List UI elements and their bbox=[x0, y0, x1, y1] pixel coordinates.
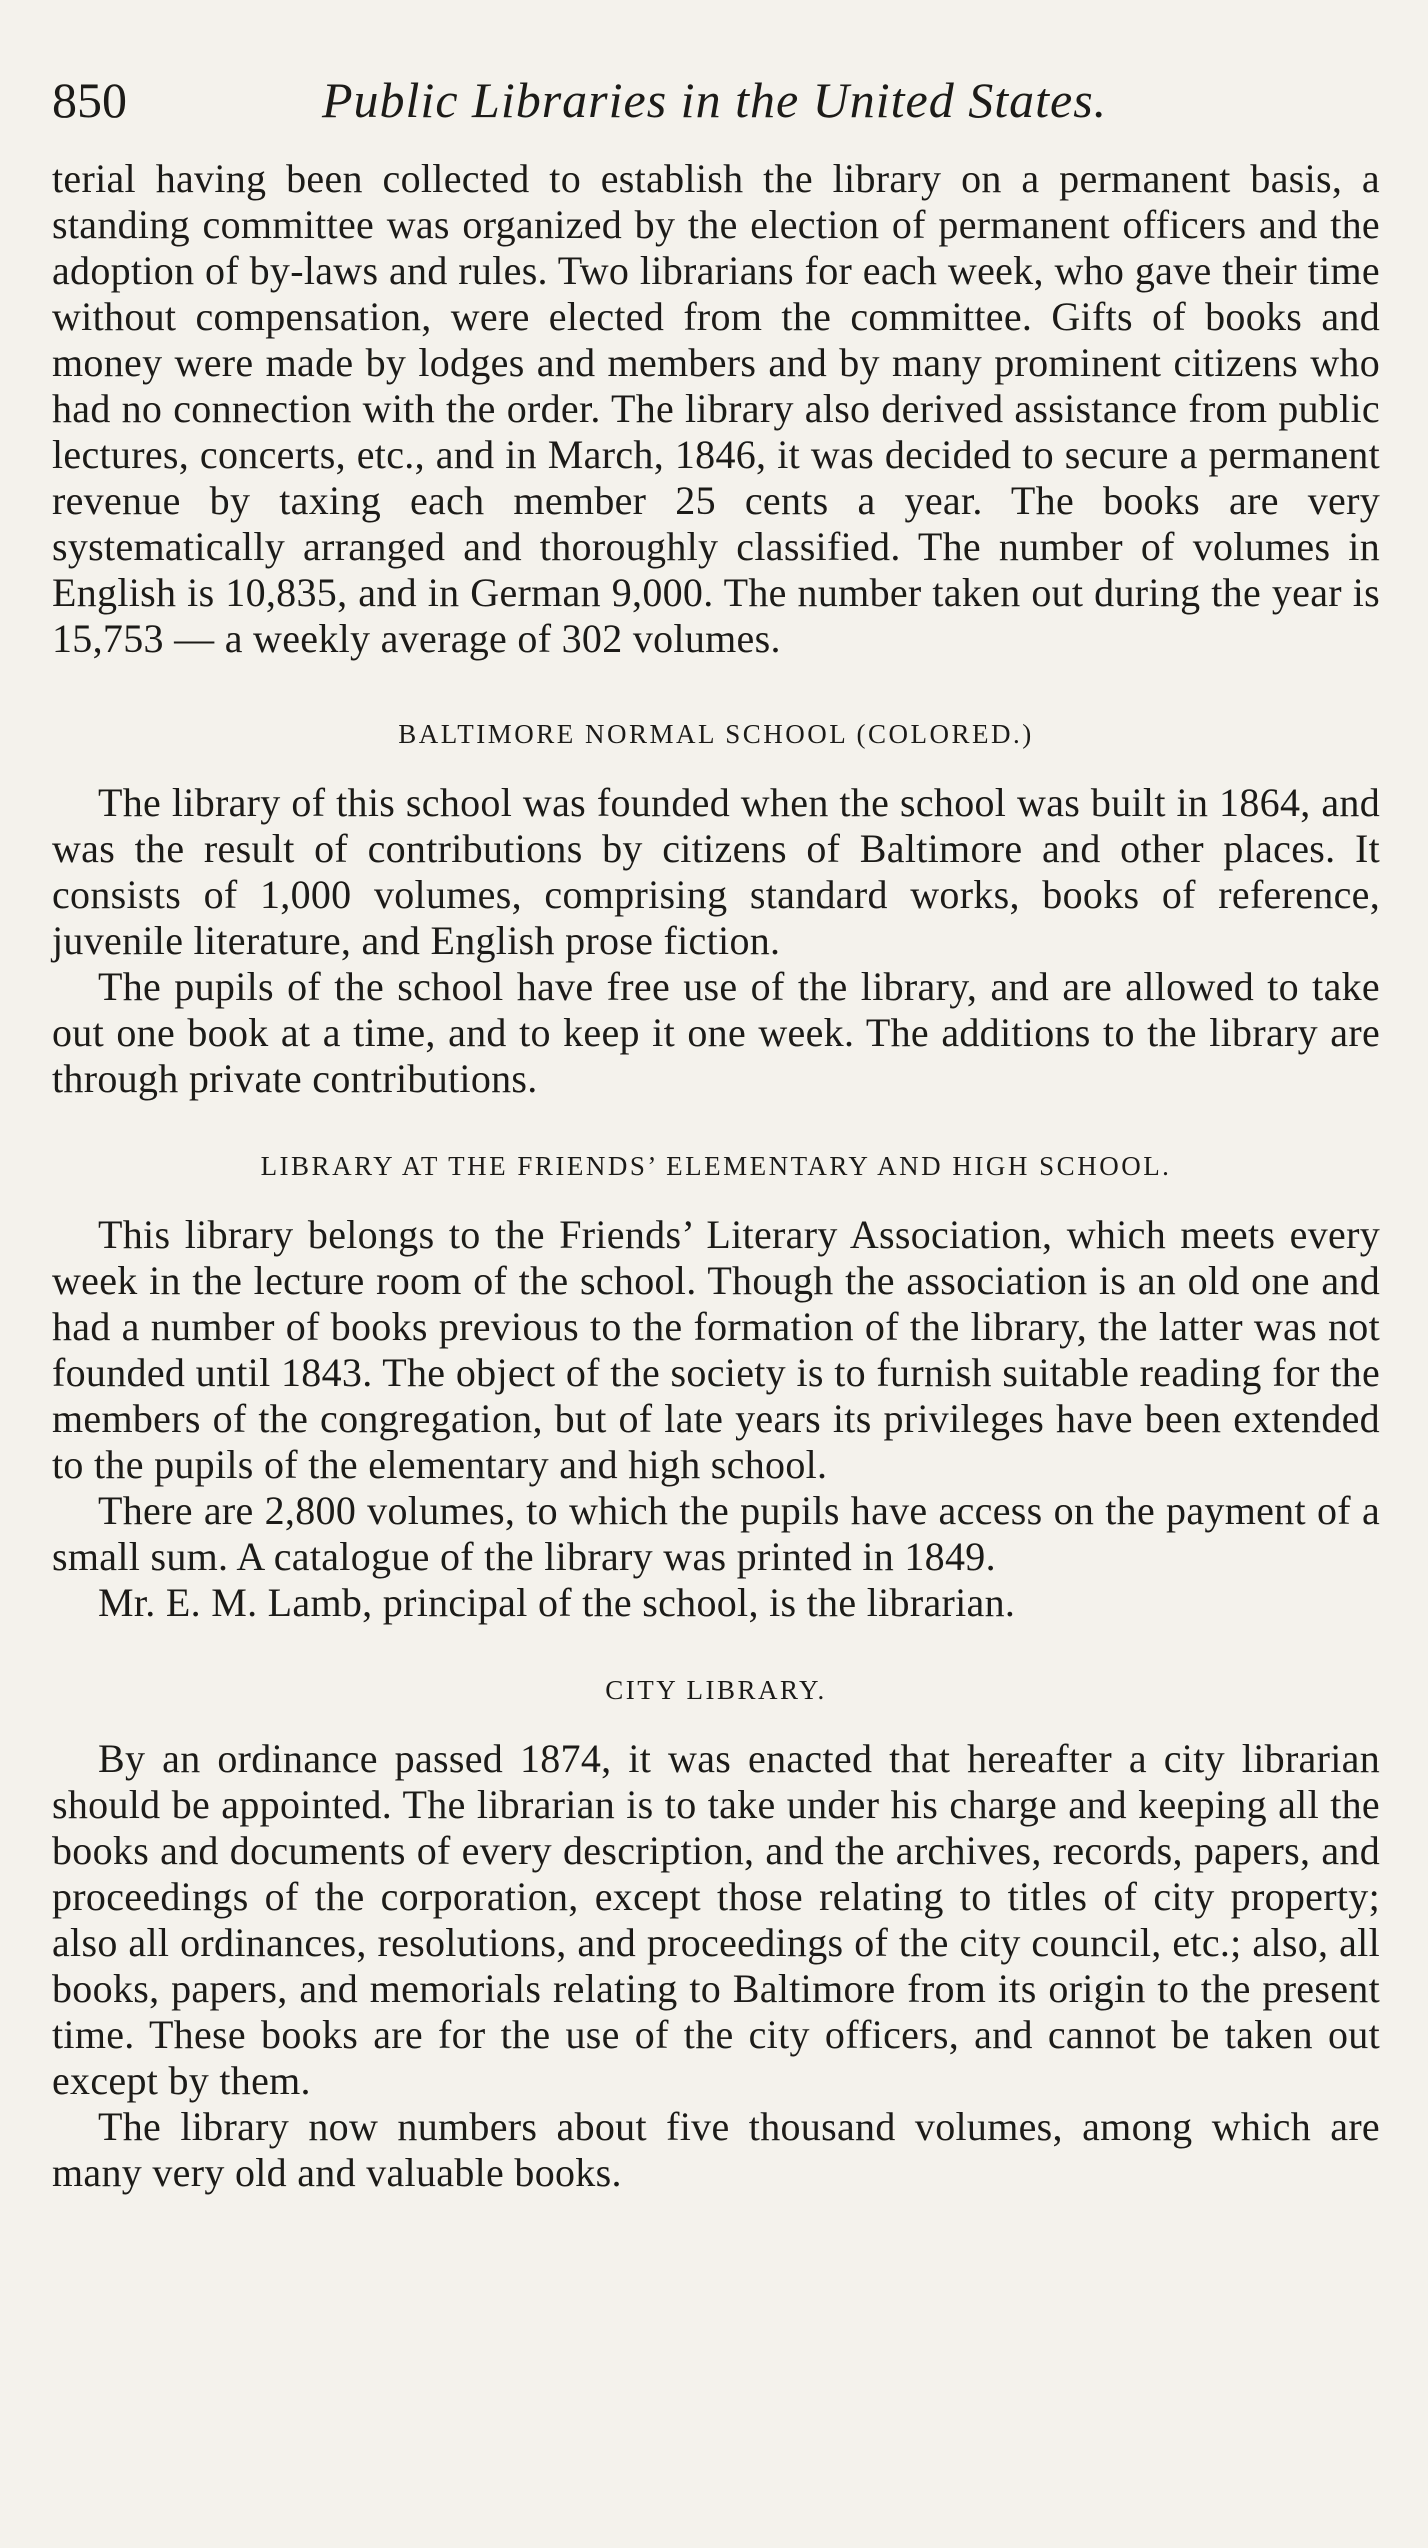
section-heading-normal-school: BALTIMORE NORMAL SCHOOL (COLORED.) bbox=[398, 719, 1034, 749]
intro-paragraph: terial having been collected to establish the library on a permanent basis, a standing committee was organized by the election of permanent officers and the adoption of by-laws and rules. Two librarians for each week, who gave their time without compensation, were elected from the committee. Gifts of books and money were made by lodges and members and by many prominent citizens who had no connection with the order. The library also derived assistance from public lectures, concerts, etc., and in March, 1846, it was decided to secure a permanent revenue by taxing each member 25 cents a year. The books are very systematically arranged and thoroughly classified. The number of volumes in English is 10,835, and in German 9,000. The number taken out during the year is 15,753 — a weekly average of 302 volumes. bbox=[52, 156, 1380, 661]
normal-school-paragraph-1: The library of this school was founded when the school was built in 1864, and was the result of contributions by citizens of Baltimore and other places. It consists of 1,000 volumes, comprising standard works, books of reference, juvenile literature, and English prose fiction. bbox=[52, 780, 1380, 963]
city-library-paragraph-2: The library now numbers about five thousand volumes, among which are many very old and valuable books. bbox=[52, 2104, 1380, 2195]
running-head bbox=[52, 70, 1380, 150]
friends-school-paragraph-3: Mr. E. M. Lamb, principal of the school, is the librarian. bbox=[98, 1580, 1016, 1625]
friends-school-paragraph-2: There are 2,800 volumes, to which the pupils have access on the payment of a small sum. A catalogue of the library was printed in 1849. bbox=[52, 1488, 1380, 1579]
city-library-paragraph-1: By an ordinance passed 1874, it was enacted that hereafter a city librarian should be appointed. The librarian is to take under his charge and keeping all the books and documents of every description, and the archives, records, papers, and proceedings of the corporation, except those relating to titles of city property; also all ordinances, resolutions, and proceedings of the city council, etc.; also, all books, papers, and memorials relating to Baltimore from its origin to the present time. These books are for the use of the city officers, and cannot be taken out except by them. bbox=[52, 1736, 1380, 2103]
normal-school-paragraph-2: The pupils of the school have free use of the library, and are allowed to take out one book at a time, and to keep it one week. The additions to the library are through private contributions. bbox=[52, 964, 1380, 1101]
section-heading-city-library: CITY LIBRARY. bbox=[605, 1675, 827, 1705]
book-page bbox=[52, 70, 1380, 2196]
section-heading-friends-school: LIBRARY AT THE FRIENDS’ ELEMENTARY AND HIGH SCHOOL. bbox=[260, 1151, 1172, 1181]
running-title: Public Libraries in the United States. bbox=[322, 72, 1108, 128]
friends-school-paragraph-1: This library belongs to the Friends’ Literary Association, which meets every week in the lecture room of the school. Though the association is an old one and had a number of books previous to the formation of the library, the latter was not founded until 1843. The object of the society is to furnish suitable reading for the members of the congregation, but of late years its privileges have been extended to the pupils of the elementary and high school. bbox=[52, 1212, 1380, 1487]
page-number: 850 bbox=[52, 72, 127, 128]
